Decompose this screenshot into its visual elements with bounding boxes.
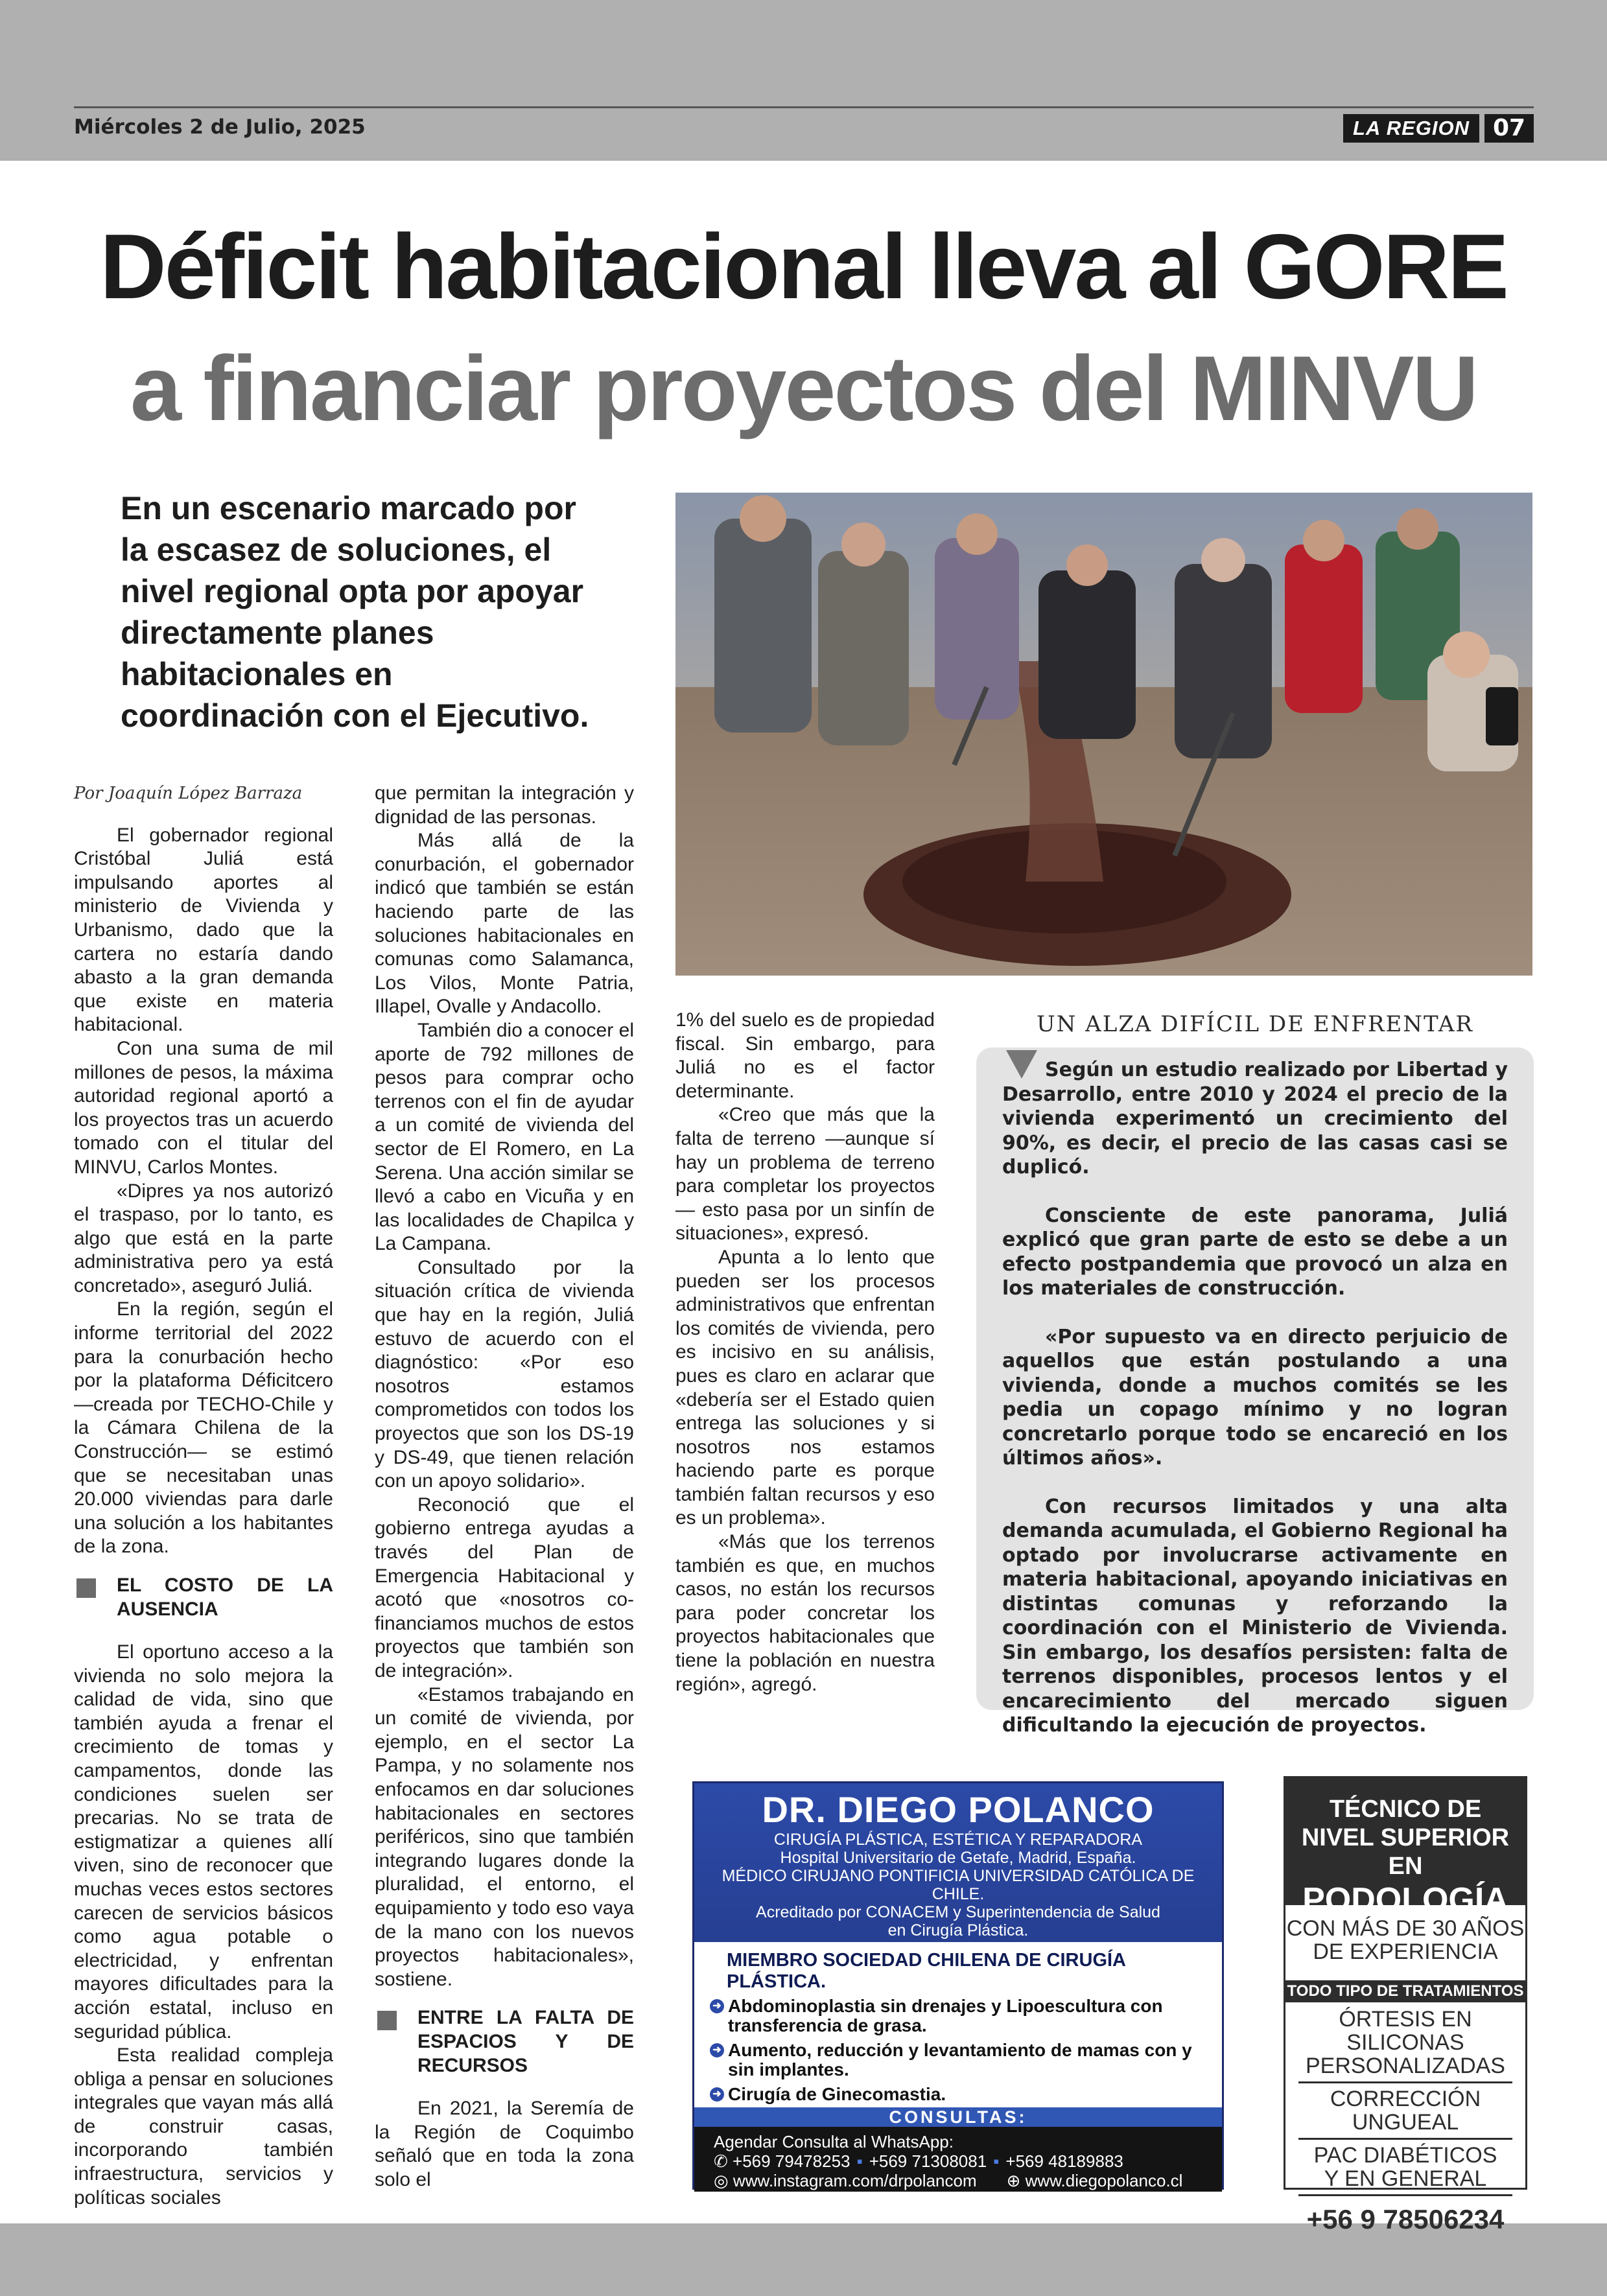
ad-line: ÓRTESIS EN SILICONAS [1339,2007,1472,2055]
ad-phone: +569 79478253 [733,2151,850,2171]
ad-service-item [710,1997,1206,2035]
sidebox-paragraph: Según un estudio realizado por Libertad y Desarrollo, entre 2010 y 2024 el precio de la vivienda experimentó un crecimiento del 90%, es decir, el precio de las casas casi se duplicó. [1002,1059,1508,1178]
ad-hospital: Hospital Universitario de Getafe, Madrid, España. [780,1849,1136,1867]
ad-phone: +569 71308081 [869,2151,987,2171]
ad-doctor-name: DR. DIEGO POLANCO [762,1789,1155,1830]
article-column-1 [74,782,333,2210]
sidebox [976,1048,1534,1737]
ad-service-item [710,2041,1206,2079]
whatsapp-icon: ✆ [714,2151,733,2171]
sidebox-title: UN ALZA DIFÍCIL DE ENFRENTAR [1036,1011,1474,1037]
sidebox-paragraph: «Por supuesto va en directo perjuicio de aquellos que están postulando a una vivienda, donde a muchos comités se les pedia un copago mínimo y no logran concretarlo porque todo se encareció en los últimos años». [1002,1325,1508,1470]
divider [1298,2194,1512,2196]
headline-line-2: a financiar proyectos del MINVU [130,337,1477,440]
ad-line: CORRECCIÓN UNGUEAL [1330,2087,1481,2135]
paragraph: En la región, según el informe territorial del 2022 para la conurbación hecho por la plataforma Déficitcero —creada por TECHO-Chile y la Cámara Chilena de la Construcción— se estimó que se necesitaban unas 20.000 viviendas para darle una solución a los habitantes de la zona. [74,1298,333,1558]
paragraph: «Más que los terrenos también es que, en muchos casos, no están los recursos para poder concretar los proyectos habitacionales que tiene la población en nuestra región», agregó. [675,1531,935,1695]
article-column-3 [675,1009,935,1696]
sidebox-paragraph: Consciente de este panorama, Juliá explicó que gran parte de esto se debe a un efecto postpandemia que provocó un alza en los materiales de construcción. [1002,1204,1508,1300]
ad-accredited-2: en Cirugía Plástica. [887,1921,1029,1939]
ad-phone: +56 9 78506234 [1306,2204,1505,2234]
square-bullet-icon [76,1578,96,1598]
dot-separator-icon: ▪ [856,2151,863,2171]
sidebox-paragraph: Con recursos limitados y una alta demanda acumulada, el Gobierno Regional ha optado por involucrarse activamente en materia habitacional, apoyando iniciativas en distintas comunas y reforzando la coordinación con el Ministerio de Vivienda. Sin embargo, los desafíos persisten: falta de terrenos disponibles, procesos lentos y el encarecimiento del mercado siguen dificultando la ejecución de proyectos. [1002,1495,1508,1737]
square-bullet-icon [377,2011,397,2030]
article-column-2 [375,782,634,2192]
ad-band: TODO TIPO DE TRATAMIENTOS [1285,1980,1525,2002]
ad-contact [694,2127,1222,2192]
paragraph: El oportuno acceso a la vivienda no solo mejora la calidad de vida, sino que también ayuda a frenar el crecimiento de tomas y campamentos, donde las condiciones suelen ser precarias. No se trata de estigmatizar a quienes allí viven, sino de reconocer que muchas veces estos sectores carecen de servicios básicos como agua potable o electricidad, y enfrentan mayores dificultades para la acción estatal, incluso en seguridad pública. [74,1641,333,2043]
ad-phone: +569 48189883 [1005,2151,1123,2171]
ad-links [714,2171,1202,2190]
paragraph: Reconoció que el gobierno entrega ayudas a través del Plan de Emergencia Habitacional y acotó que «nosotros co-financiamos muchos de estos proyectos que también son de integración». [375,1494,634,1681]
ad-phones [714,2151,1202,2171]
ad-line: Y EN GENERAL [1324,2166,1487,2191]
ad-consultas-band: CONSULTAS: [694,2107,1222,2127]
ad-line: DE EXPERIENCIA [1313,1939,1498,1964]
subheading-text: EL COSTO DE LA AUSENCIA [117,1575,333,1620]
arrow-right-icon: ➜ [710,1999,724,2013]
triangle-marker-icon [1006,1050,1037,1079]
ad-line: PERSONALIZADAS [1306,2054,1505,2078]
header-rule [74,106,1534,108]
paragraph: que permitan la integración y dignidad de las personas. [375,782,634,828]
header-strip [0,0,1607,161]
paragraph: Consultado por la situación crítica de vivienda que hay en la región, Juliá estuvo de acuerdo con el diagnóstico: «Por eso nosotros estamos comprometidos con todos los proyectos que son los DS-19 y DS-49, que tienen relación con un apoyo solidario». [375,1256,634,1492]
issue-date: Miércoles 2 de Julio, 2025 [74,115,366,139]
paragraph: «Creo que más que la falta de terreno —aunque sí hay un problema de terreno para completar los proyectos— esto pasa por un sinfín de situaciones», expresó. [675,1104,935,1245]
arrow-right-icon: ➜ [710,2087,724,2102]
ad-service-text: Abdominoplastia sin drenajes y Lipoescultura con transferencia de grasa. [728,1996,1163,2035]
ad-line-main: PODOLOGÍA [1302,1881,1508,1919]
photo-illustration [675,493,1532,976]
groundbreaking-photo [675,493,1532,976]
paragraph: Apunta a lo lento que pueden ser los procesos administrativos que enfrentan los comités de vivienda, pero es incisivo en su análisis, pues es claro en aclarar que «debería ser el Estado quien entrega las soluciones y si nosotros nos estamos haciendo parte es porque también faltan recursos y eso es un problema». [675,1246,935,1529]
ad-specialty: CIRUGÍA PLÁSTICA, ESTÉTICA Y REPARADORA [773,1831,1143,1849]
instagram-icon: ◎ [714,2171,733,2190]
ad-services [694,1942,1222,2107]
headline-line-1: Déficit habitacional lleva al GORE [100,215,1507,318]
ad-dr-polanco [692,1781,1224,2190]
paragraph: Con una suma de mil millones de pesos, la máxima autoridad regional aportó a los proyectos tras un acuerdo tomado con el titular del MINVU, Carlos Montes. [74,1037,333,1178]
newspaper-name: LA REGION [1343,114,1479,143]
ad-line: CON MÁS DE 30 AÑOS [1286,1916,1525,1941]
byline: Por Joaquín López Barraza [74,784,303,803]
subheading-text: ENTRE LA FALTA DE ESPACIOS Y DE RECURSOS [417,2007,634,2077]
ad-line: PAC DIABÉTICOS [1313,2143,1497,2168]
ad-line: TÉCNICO DE [1329,1796,1482,1823]
paragraph: «Estamos trabajando en un comité de vivienda, por ejemplo, en el sector La Pampa, y no solamente nos enfocamos en dar soluciones habitacionales en sectores periféricos, sino que también integrando lugares donde la pluralidad, el entorno, el equipamiento y todo eso vaya de la mano con los nuevos proyectos habitacionales», sostiene. [375,1683,634,1990]
globe-icon: ⊕ [1006,2171,1026,2190]
ad-university: MÉDICO CIRUJANO PONTIFICIA UNIVERSIDAD CATÓLICA DE CHILE. [721,1867,1195,1903]
lead-paragraph: En un escenario marcado por la escasez de soluciones, el nivel regional opta por apoyar directamente planes habitacionales en coordinación con el Ejecutivo. [121,490,589,734]
ad-header [694,1783,1222,1942]
ad-instagram: www.instagram.com/drpolancom [733,2171,977,2190]
paragraph: Más allá de la conurbación, el gobernador indicó que también se están haciendo parte de las soluciones habitacionales en comunas como Salamanca, Los Vilos, Monte Patria, Illapel, Ovalle y Andacollo. [375,830,634,1018]
dot-separator-icon: ▪ [993,2151,1000,2171]
paragraph: También dio a conocer el aporte de 792 millones de pesos para comprar ocho terrenos con el fin de ayudar a un comité de vivienda del sector de El Romero, en La Serena. Una acción similar se llevó a cabo en Vicuña y en las localidades de Chapilca y La Campana. [375,1019,634,1255]
paragraph: En 2021, la Seremía de la Región de Coquimbo señaló que en toda la zona solo el [375,2098,634,2191]
arrow-right-icon: ➜ [710,2043,724,2057]
ad-experience [1285,1905,1525,1978]
ad-whatsapp-label: Agendar Consulta al WhatsApp: [714,2132,954,2151]
ad-podologia [1284,1776,1527,2234]
ad-line: NIVEL SUPERIOR EN [1301,1824,1510,1880]
divider [1298,2138,1512,2140]
ad-member: MIEMBRO SOCIEDAD CHILENA DE CIRUGÍA PLÁSTICA. [727,1950,1125,1992]
ad-podologia-header [1285,1778,1525,1919]
divider [1298,2081,1512,2083]
ad-service-text: Aumento, reducción y levantamiento de mamas con y sin implantes. [728,2040,1192,2079]
page-number: 07 [1484,114,1534,143]
ad-service-text: Cirugía de Ginecomastia. [728,2084,946,2104]
subheading-falta [375,2006,634,2078]
ad-accredited: Acreditado por CONACEM y Superintendencia de Salud [756,1903,1160,1921]
paragraph: Esta realidad compleja obliga a pensar en soluciones integrales que vayan más allá de construir casas, incorporando también infraestructura, servicios y políticas sociales [74,2044,333,2208]
paragraph: «Dipres ya nos autorizó el traspaso, por lo tanto, es algo que está en la parte administrativa pero ya está concretado», aseguró Juliá. [74,1180,333,1296]
paragraph: 1% del suelo es de propiedad fiscal. Sin embargo, para Juliá no es el factor determinante. [675,1009,935,1102]
ad-service-item [710,2085,1206,2104]
ad-website: www.diegopolanco.cl [1025,2171,1183,2190]
paragraph: El gobernador regional Cristóbal Juliá está impulsando aportes al ministerio de Vivienda y Urbanismo, dado que la cartera no estaría dando abasto a la gran demanda que existe en materia habitacional. [74,824,333,1036]
subheading-costo [74,1573,333,1621]
